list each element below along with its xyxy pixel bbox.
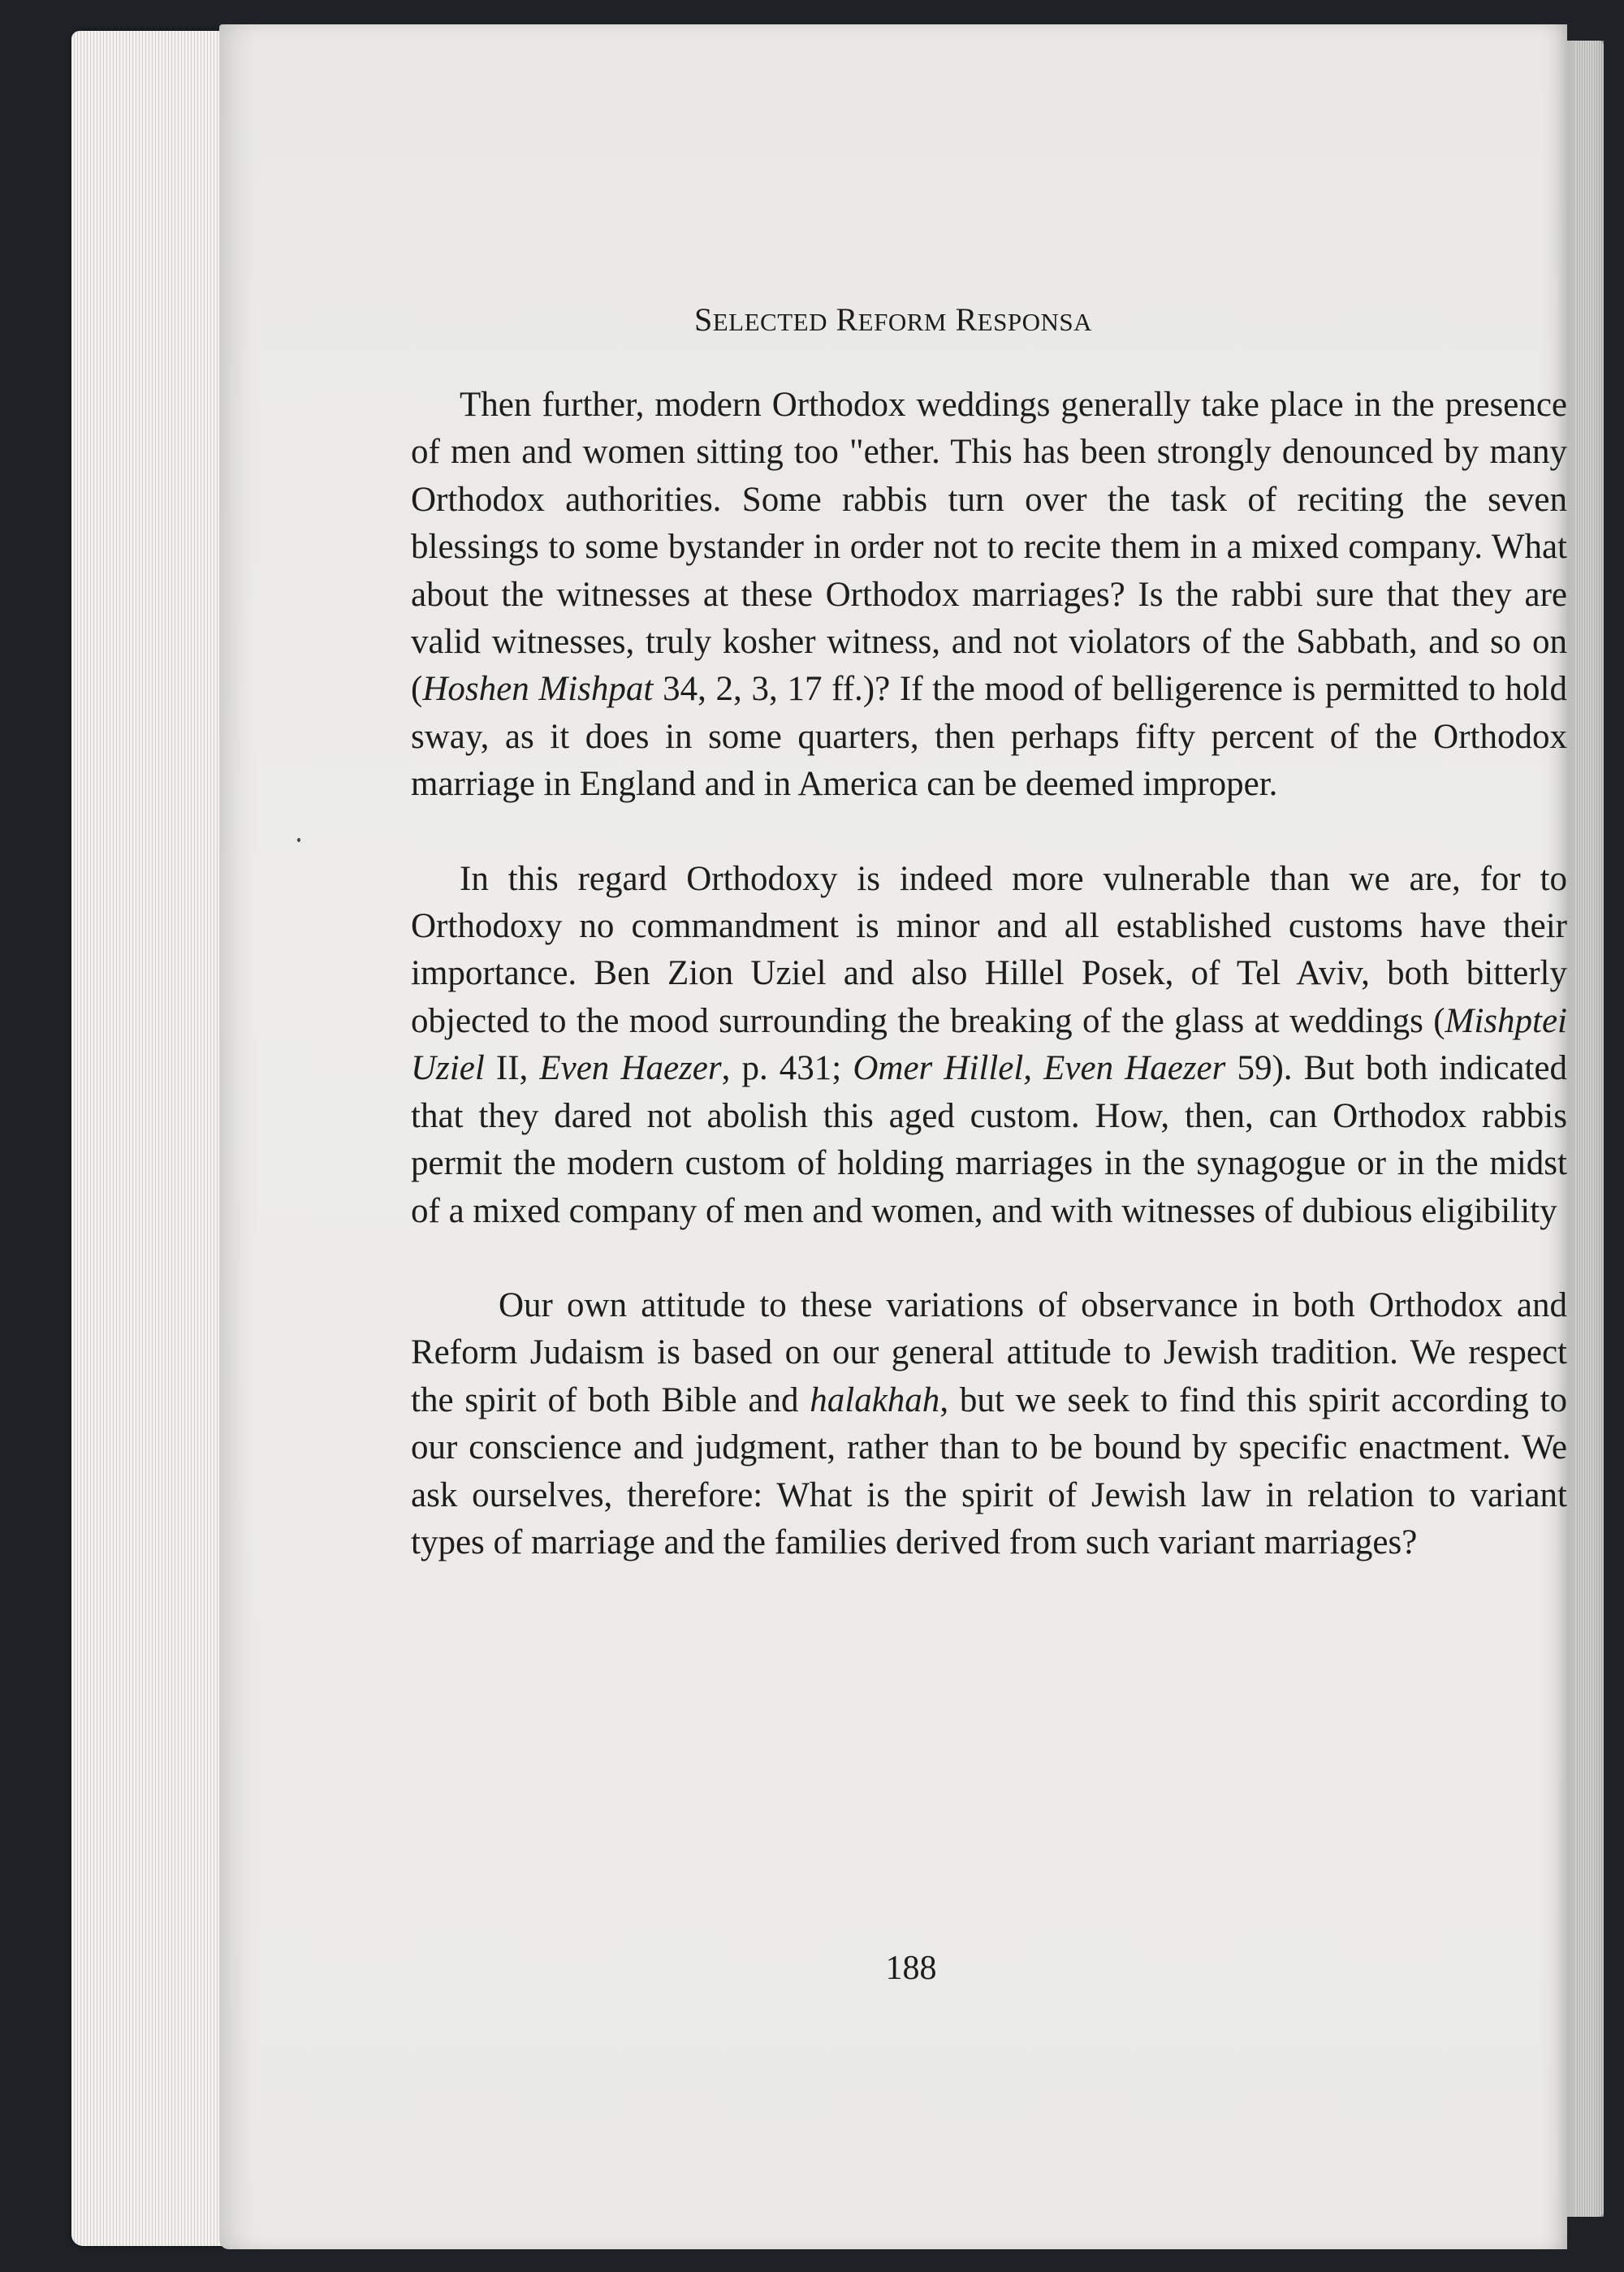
paragraph-2 (411, 856, 1567, 1235)
running-head-rest: EFORM (857, 308, 947, 336)
body-text (411, 382, 1567, 1566)
running-head-initial: R (836, 301, 858, 338)
text-run: , but we seek to find this spirit according to our conscience and judgment, rather than to be bound by specific enactment. We ask ourselves, therefore: What is the spirit of Jewish law in relation to variant types of marriage and the families derived from such variant marriages? (411, 1380, 1567, 1561)
italic-citation: Mishptei Uziel (411, 1001, 1567, 1088)
running-head (219, 300, 1567, 339)
text-run: Our own attitude to these variations of observance in both Orthodox and Reform Judaism is based on our general attitude to Jewish tradition. We respect the spirit of both Bible and (411, 1285, 1567, 1419)
text-run: In this regard Orthodoxy is indeed more vulnerable than we are, for to Orthodoxy no commandment is minor and all established customs have their importance. Ben Zion Uziel and also Hillel Posek, of Tel Aviv, both bitterly objected to the mood surrounding the breaking of the glass at weddings ( (411, 859, 1567, 1040)
text-run: II, (484, 1049, 540, 1088)
running-head-word (955, 301, 1092, 338)
running-head-word (694, 301, 827, 338)
running-head-rest: ELECTED (712, 308, 827, 336)
italic-citation: Omer Hillel, Even Haezer (853, 1049, 1226, 1088)
italic-citation: Hoshen Mishpat (422, 670, 654, 709)
page-number: 188 (885, 1950, 937, 1987)
text-run: Then further, modern Orthodox weddings generally take place in the presence of men and women sitting too "ether. This has been strongly denounced by many Orthodox authorities. Some rabbis turn over the task of reciting the seven blessings to some bystander in order not to recite them in a mixed company. What about the witnesses at these Orthodox marriages? Is the rabbi sure that they are valid witnesses, truly kosher witness, and not violators of the Sabbath, and so on ( (411, 386, 1567, 709)
paragraph-3 (411, 1282, 1567, 1566)
text-run: 59). But both indicated that they dared not abolish this aged custom. How, then, can Orthodox rabbis permit the modern custom of holding marriages in the synagogue or in the midst of a mixed company of men and women, and with witnesses of dubious eligibility (411, 1049, 1568, 1230)
italic-citation: Even Haezer (539, 1049, 722, 1088)
ink-speck (297, 838, 300, 842)
italic-term: halakhah (810, 1380, 940, 1419)
running-head-word (836, 301, 947, 338)
book-page (219, 24, 1567, 2249)
running-head-rest: ESPONSA (977, 308, 1092, 336)
running-head-initial: S (693, 301, 713, 338)
running-head-initial: R (955, 301, 978, 338)
text-run: 34, 2, 3, 17 ff.)? If the mood of belligerence is permitted to hold sway, as it does in some quarters, then perhaps fifty percent of the Orthodox marriage in England and in America can be deemed improper. (411, 670, 1567, 804)
paragraph-1 (411, 382, 1567, 809)
text-run: , p. 431; (721, 1049, 853, 1088)
